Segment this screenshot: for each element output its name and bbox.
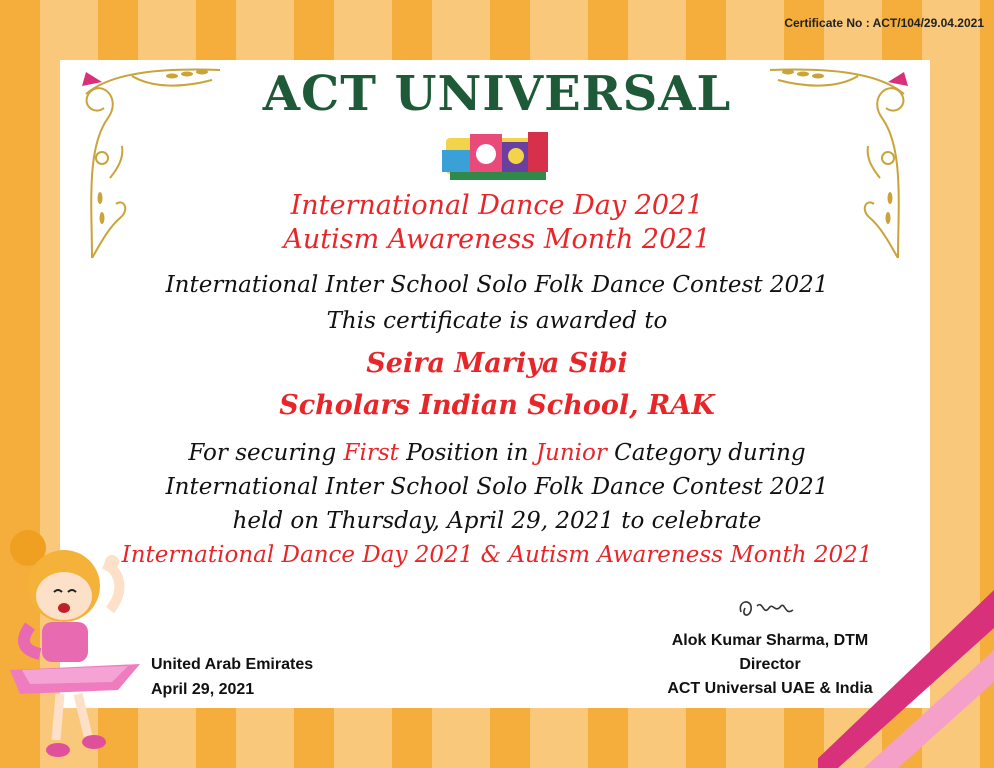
body-mid: Position in [406,440,529,466]
contest-title: International Inter School Solo Folk Dance Contest 2021 [165,272,829,298]
signatory-org: ACT Universal UAE & India [667,680,873,697]
position-value: First [343,440,399,466]
signatory-role: Director [739,656,801,673]
body-suffix: Category during [614,440,806,466]
body-line-3: held on Thursday, April 29, 2021 to celebrate [232,508,762,534]
dancing-girl-illustration [0,530,160,768]
signatory-name: Alok Kumar Sharma, DTM [671,632,869,649]
body-line-2: International Inter School Solo Folk Dance Contest 2021 [165,474,829,500]
diagonal-stripes-decoration [818,580,994,768]
issue-date: April 29, 2021 [151,681,255,698]
headline-dance-day: International Dance Day 2021 [290,190,704,221]
org-title: ACT UNIVERSAL [262,66,732,122]
body-prefix: For securing [188,440,337,466]
school-name: Scholars Indian School, RAK [279,390,715,421]
signature-icon [735,594,797,624]
act-logo-icon [440,128,552,186]
awarded-to-text: This certificate is awarded to [326,308,668,334]
category-value: Junior [535,440,607,466]
body-line-4: International Dance Day 2021 & Autism Awareness Month 2021 [121,542,873,568]
body-line-1 [0,440,994,466]
headline-autism-month: Autism Awareness Month 2021 [283,224,711,255]
certificate-number: Certificate No : ACT/104/29.04.2021 [784,16,984,30]
recipient-name: Seira Mariya Sibi [366,348,628,379]
location: United Arab Emirates [151,656,314,673]
